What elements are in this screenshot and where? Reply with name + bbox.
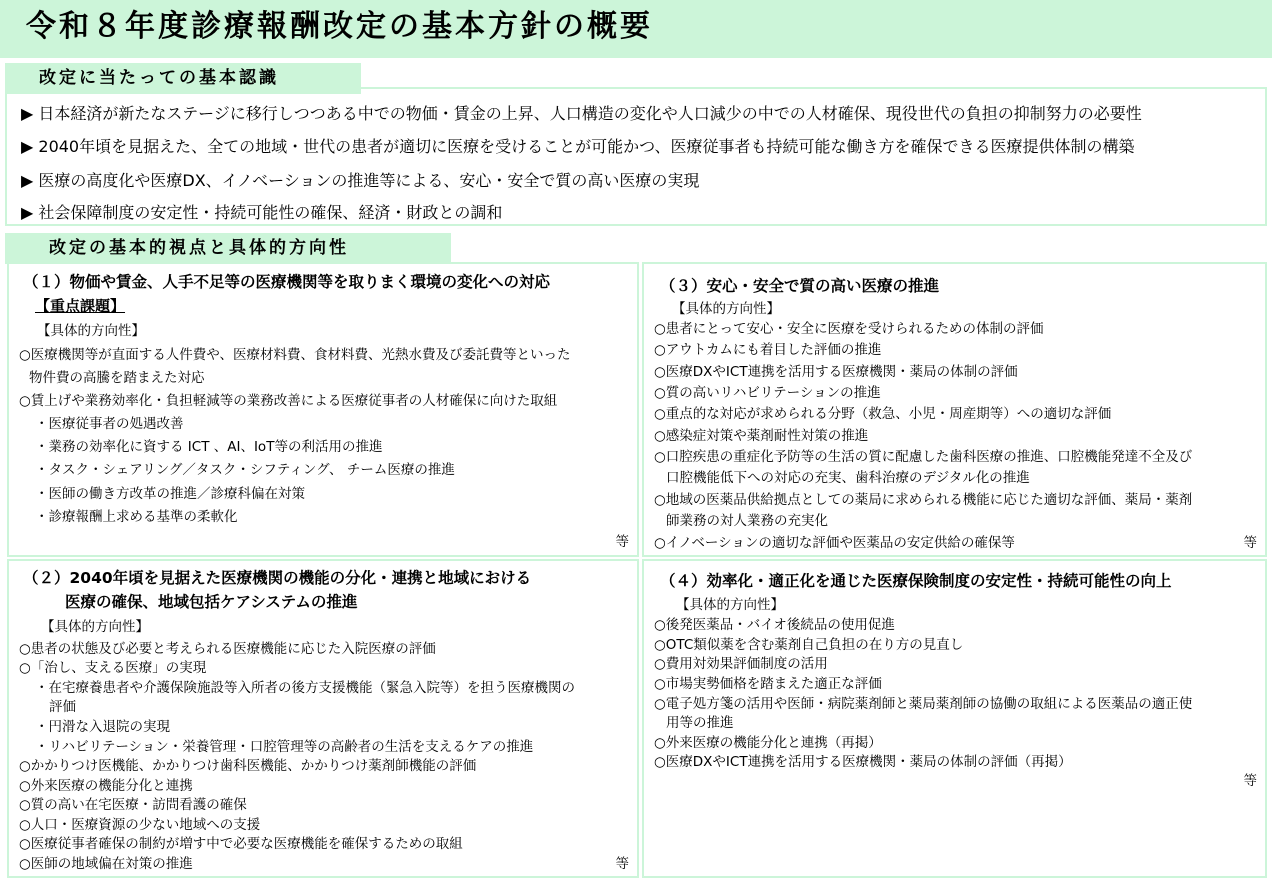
basic-item: ▶ 医療の高度化や医療DX、イノベーションの推進等による、安心・安全で質の高い医療の実現 <box>21 171 700 190</box>
list-item: 用等の推進 <box>666 715 734 731</box>
list-item: ・円滑な入退院の実現 <box>35 719 170 735</box>
list-item: ○医療従事者確保の制約が増す中で必要な医療機能を確保するための取組 <box>19 836 463 852</box>
list-item: ○市場実勢価格を踏まえた適正な評価 <box>654 676 882 692</box>
panel-1 <box>7 262 639 557</box>
list-item: ○後発医薬品・バイオ後続品の使用促進 <box>654 617 895 633</box>
panel-2 <box>7 559 639 878</box>
list-item: ○医療機関等が直面する人件費や、医療材料費、食材料費、光熱水費及び委託費等といった <box>19 347 571 363</box>
list-item: ・医師の働き方改革の推進／診療科偏在対策 <box>35 486 305 502</box>
list-item: ○「治し、支える医療」の実現 <box>19 660 207 676</box>
etc-label: 等 <box>615 534 629 550</box>
list-item: ○質の高い在宅医療・訪問看護の確保 <box>19 797 247 813</box>
list-item: ・在宅療養患者や介護保険施設等入所者の後方支援機能（緊急入院等）を担う医療機関の <box>35 680 575 696</box>
panel-2-title-line2: 医療の確保、地域包括ケアシステムの推進 <box>65 593 358 611</box>
list-item: ・業務の効率化に資する ICT 、AI、IoT等の利活用の推進 <box>35 439 383 455</box>
list-item: ○外来医療の機能分化と連携 <box>19 778 193 794</box>
etc-label: 等 <box>615 856 629 872</box>
list-item: ○患者にとって安心・安全に医療を受けられるための体制の評価 <box>654 321 1044 337</box>
direction-label: 【具体的方向性】 <box>41 619 149 635</box>
panel-1-title: （１）物価や賃金、人手不足等の医療機関等を取りまく環境の変化への対応 <box>23 273 551 291</box>
list-item: ○電子処方箋の活用や医師・病院薬剤師と薬局薬剤師の協働の取組による医薬品の適正使 <box>654 696 1193 712</box>
etc-label: 等 <box>1243 773 1257 789</box>
basic-recognition-heading: 改定に当たっての基本認識 <box>5 63 361 94</box>
list-item: ○患者の状態及び必要と考えられる医療機能に応じた入院医療の評価 <box>19 641 436 657</box>
list-item: ○費用対効果評価制度の活用 <box>654 656 828 672</box>
focus-label: 【重点課題】 <box>35 297 126 315</box>
list-item: 評価 <box>49 699 76 715</box>
panel-4-title: （４）効率化・適正化を通じた医療保険制度の安定性・持続可能性の向上 <box>660 572 1172 590</box>
list-item: ○アウトカムにも着目した評価の推進 <box>654 342 882 358</box>
list-item: ・医療従事者の処遇改善 <box>35 416 184 432</box>
etc-label: 等 <box>1243 535 1257 551</box>
list-item: ○感染症対策や薬剤耐性対策の推進 <box>654 428 869 444</box>
list-item: 物件費の高騰を踏まえた対応 <box>29 370 205 386</box>
list-item: ・タスク・シェアリング／タスク・シフティング、 チーム医療の推進 <box>35 462 455 478</box>
list-item: ○OTC類似薬を含む薬剤自己負担の在り方の見直し <box>654 637 964 653</box>
list-item: ○口腔疾患の重症化予防等の生活の質に配慮した歯科医療の推進、口腔機能発達不全及び <box>654 449 1193 465</box>
page-title: 令和８年度診療報酬改定の基本方針の概要 <box>26 9 653 44</box>
direction-label: 【具体的方向性】 <box>672 301 780 317</box>
list-item: ○イノベーションの適切な評価や医薬品の安定供給の確保等 <box>654 535 1015 551</box>
list-item: ○賃上げや業務効率化・負担軽減等の業務改善による医療従事者の人材確保に向けた取組 <box>19 393 558 409</box>
list-item: ○人口・医療資源の少ない地域への支援 <box>19 817 261 833</box>
list-item: 師業務の対人業務の充実化 <box>666 513 828 529</box>
basic-item: ▶ 2040年頃を見据えた、全ての地域・世代の患者が適切に医療を受けることが可能かつ、医療従事者も持続可能な働き方を確保できる医療提供体制の構築 <box>21 137 1135 156</box>
panel-3 <box>642 262 1267 557</box>
panel-3-title: （３）安心・安全で質の高い医療の推進 <box>660 277 940 295</box>
list-item: 口腔機能低下への対応の充実、歯科治療のデジタル化の推進 <box>666 470 1030 486</box>
list-item: ○重点的な対応が求められる分野（救急、小児・周産期等）への適切な評価 <box>654 406 1112 422</box>
direction-label: 【具体的方向性】 <box>676 597 784 613</box>
list-item: ○医師の地域偏在対策の推進 <box>19 856 193 872</box>
basic-item: ▶ 日本経済が新たなステージに移行しつつある中での物価・賃金の上昇、人口構造の変化や人口減少の中での人材確保、現役世代の負担の抑制努力の必要性 <box>21 104 1142 123</box>
list-item: ○かかりつけ医機能、かかりつけ歯科医機能、かかりつけ薬剤師機能の評価 <box>19 758 477 774</box>
panel-2-title-line1: （２）2040年頃を見据えた医療機関の機能の分化・連携と地域における <box>23 569 532 587</box>
list-item: ○質の高いリハビリテーションの推進 <box>654 385 881 401</box>
direction-label: 【具体的方向性】 <box>37 323 145 339</box>
basic-recognition-box <box>5 87 1267 226</box>
perspective-heading: 改定の基本的視点と具体的方向性 <box>5 233 451 264</box>
list-item: ・診療報酬上求める基準の柔軟化 <box>35 509 238 525</box>
list-item: ○医療DXやICT連携を活用する医療機関・薬局の体制の評価（再掲） <box>654 754 1072 770</box>
list-item: ・リハビリテーション・栄養管理・口腔管理等の高齢者の生活を支えるケアの推進 <box>35 739 534 755</box>
list-item: ○地域の医薬品供給拠点としての薬局に求められる機能に応じた適切な評価、薬局・薬剤 <box>654 492 1193 508</box>
list-item: ○外来医療の機能分化と連携（再掲） <box>654 735 882 751</box>
list-item: ○医療DXやICT連携を活用する医療機関・薬局の体制の評価 <box>654 364 1018 380</box>
panel-4 <box>642 559 1267 878</box>
basic-item: ▶ 社会保障制度の安定性・持続可能性の確保、経済・財政との調和 <box>21 203 503 222</box>
